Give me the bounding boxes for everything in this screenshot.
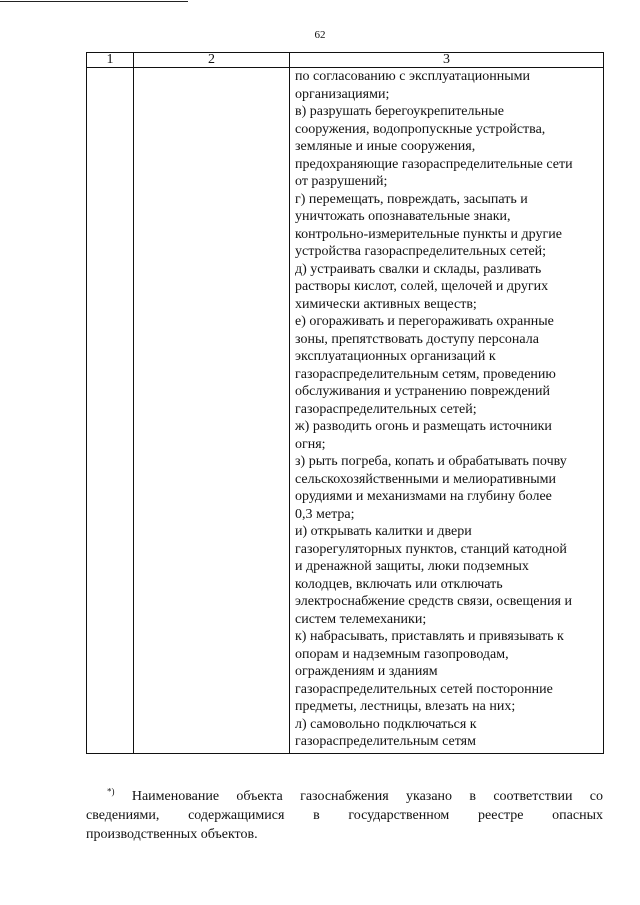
table-cell-text-line: земляные и иные сооружения,: [295, 139, 476, 154]
table-cell-text-line: з) рыть погреба, копать и обрабатывать почву: [295, 454, 567, 469]
table-cell-text-line: предметы, лестницы, влезать на них;: [295, 699, 516, 714]
table-cell-text-line: систем телемеханики;: [295, 611, 427, 627]
table-cell-text-line: зоны, препятствовать доступу персонала: [295, 331, 539, 347]
table-cell-text-line: е) огораживать и перегораживать охранные: [295, 314, 554, 329]
table-cell-text-line: колодцев, включать или отключать: [295, 576, 503, 592]
table-cell-text-line: ограждениям и зданиям: [295, 664, 438, 679]
table-cell-text-line: к) набрасывать, приставлять и привязывать к: [295, 629, 564, 644]
table-cell-col1: [87, 68, 134, 754]
table-cell-col3: [290, 68, 604, 754]
table-header-row: [87, 53, 604, 68]
table-cell-text-line: газорегуляторных пунктов, станций катодной: [295, 541, 567, 557]
column-header-1: 1: [87, 53, 134, 68]
table-cell-text-line: по согласованию с эксплуатационными: [295, 69, 530, 84]
column-header-2: 2: [134, 53, 290, 68]
table-cell-text-line: опорам и надземным газопроводам,: [295, 646, 509, 662]
header-rule: [0, 1, 188, 2]
table-cell-text-line: предохраняющие газораспределительные сети: [295, 156, 573, 172]
table-cell-text-line: газораспределительным сетям: [295, 734, 476, 749]
requirements-table: [86, 52, 604, 754]
column-header-3: 3: [290, 53, 604, 68]
table-cell-text-line: орудиями и механизмами на глубину более: [295, 489, 552, 504]
table-cell-col2: [134, 68, 290, 754]
table-cell-text-line: от разрушений;: [295, 174, 388, 189]
table-cell-text-line: электроснабжение средств связи, освещения и: [295, 594, 572, 609]
table-cell-text-line: организациями;: [295, 86, 390, 102]
table-cell-text-line: газораспределительным сетям, проведению: [295, 366, 556, 382]
footnote-line: сведениями, содержащимися в государственном реестре опасных: [86, 808, 603, 823]
footnote: [86, 787, 603, 844]
footnote-marker: *): [107, 786, 115, 797]
table-cell-text-line: газораспределительных сетей;: [295, 401, 477, 417]
footnote-text: Наименование объекта газоснабжения указано в соответствии со: [131, 789, 603, 804]
table-cell-text-line: контрольно-измерительные пункты и другие: [295, 226, 562, 242]
table-cell-text-line: 0,3 метра;: [295, 506, 355, 522]
table-cell-text-line: ж) разводить огонь и размещать источники: [295, 419, 552, 434]
footnote-line: [86, 787, 603, 806]
table-cell-text-line: и) открывать калитки и двери: [295, 524, 472, 539]
footnote-line: производственных объектов.: [86, 827, 258, 842]
table-cell-text-line: д) устраивать свалки и склады, разливать: [295, 261, 542, 277]
table-cell-text-line: уничтожать опознавательные знаки,: [295, 209, 511, 224]
table-cell-text-line: эксплуатационных организаций к: [295, 349, 496, 364]
table-cell-text-line: г) перемещать, повреждать, засыпать и: [295, 191, 528, 207]
page-number: 62: [314, 29, 326, 41]
table-cell-text-line: огня;: [295, 436, 326, 452]
table-cell-text-line: устройства газораспределительных сетей;: [295, 244, 547, 259]
table-cell-text-line: химически активных веществ;: [295, 296, 477, 312]
table-cell-text-line: и дренажной защиты, люки подземных: [295, 559, 529, 574]
table-cell-text-line: обслуживания и устранению повреждений: [295, 384, 551, 399]
table-row: [87, 68, 604, 754]
table-cell-text-line: в) разрушать берегоукрепительные: [295, 104, 505, 119]
table-cell-text-line: сооружения, водопропускные устройства,: [295, 121, 546, 137]
table-cell-text-line: газораспределительных сетей посторонние: [295, 681, 553, 697]
table-cell-text-line: сельскохозяйственными и мелиоративными: [295, 471, 557, 487]
table-cell-text-line: л) самовольно подключаться к: [295, 716, 477, 732]
table-cell-text-line: растворы кислот, солей, щелочей и других: [295, 279, 549, 294]
